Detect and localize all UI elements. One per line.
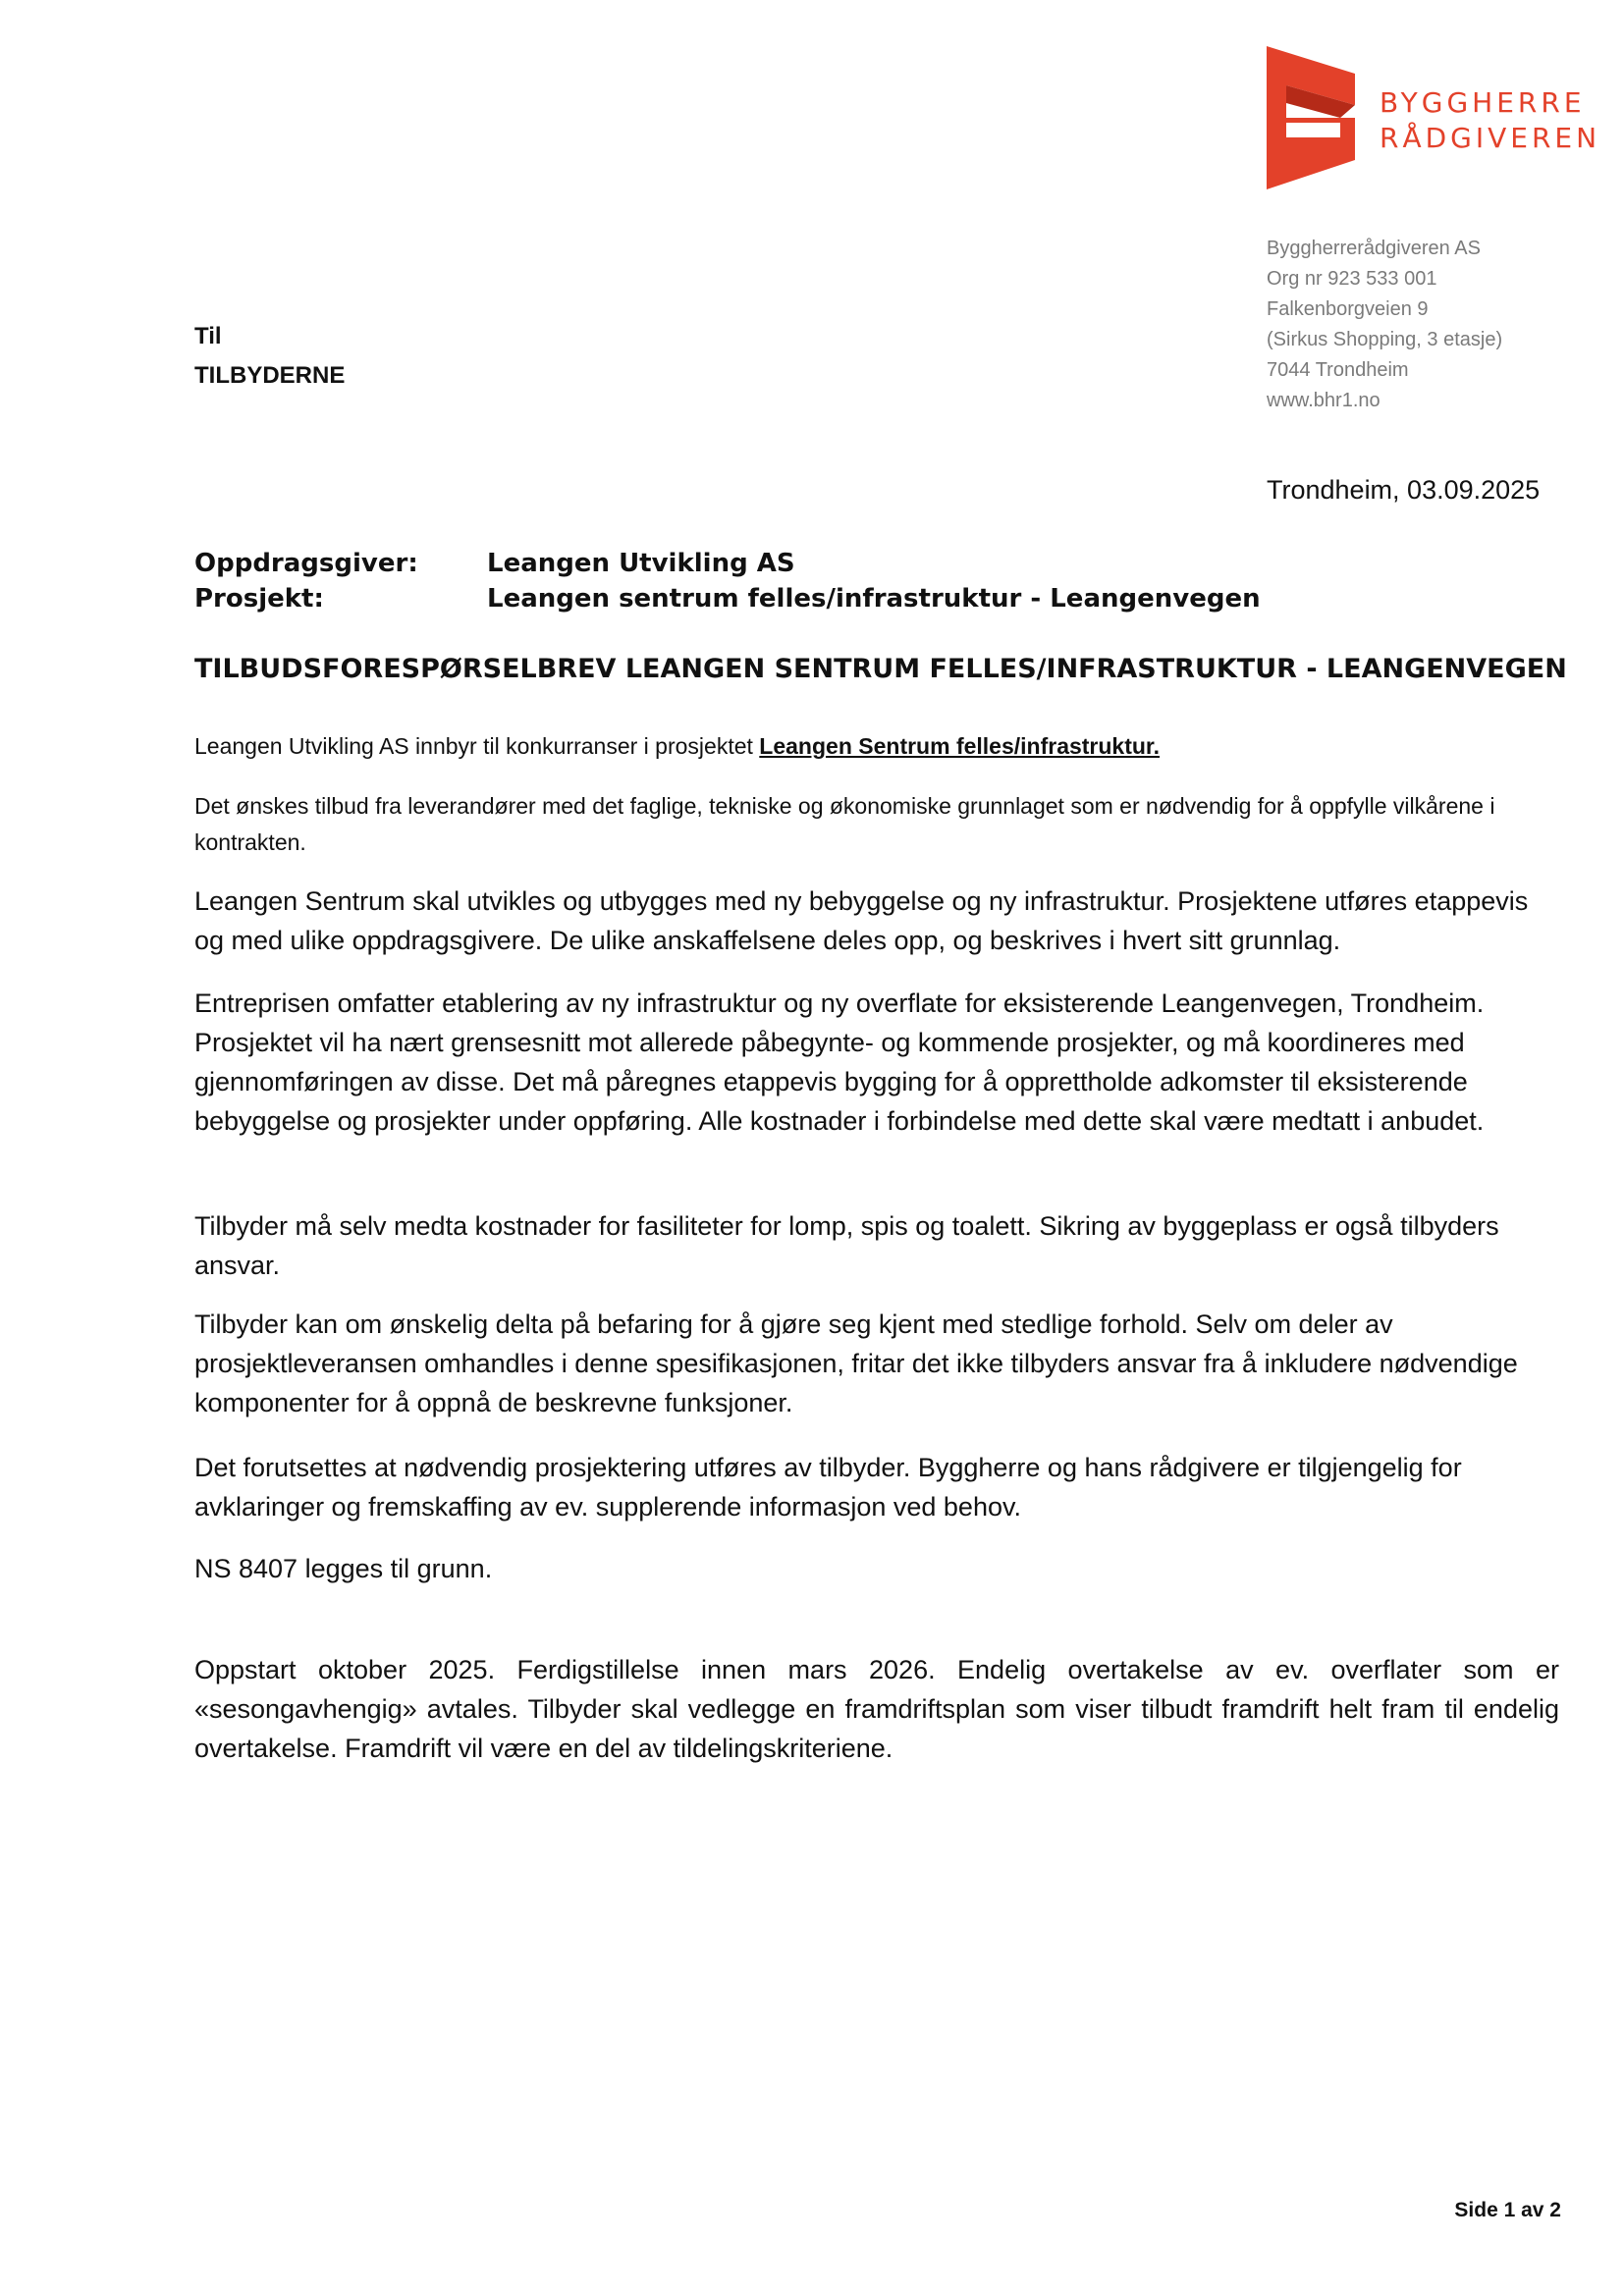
paragraph-schedule: Oppstart oktober 2025. Ferdigstillelse innen mars 2026. Endelig overtakelse av ev. overflater som er «sesongavhengig» avtales. Tilbyder skal vedlegge en framdriftsplan som viser tilbudt framdrift helt fram til endelig overtakelse. Framdrift vil være en del av tildelingskriteriene.: [194, 1655, 1559, 1763]
project-value: Leangen sentrum felles/infrastruktur - Leangenvegen: [487, 584, 1261, 614]
company-website[interactable]: www.bhr1.no: [1267, 390, 1380, 411]
paragraph-offer: Det ønskes tilbud fra leverandører med det faglige, tekniske og økonomiske grunnlaget som er nødvendig for å oppfylle vilkårene i kontrakten.: [194, 793, 1495, 855]
paragraph-standard: NS 8407 legges til grunn.: [194, 1554, 493, 1583]
company-logo: [1262, 44, 1601, 191]
project-label: Prosjekt:: [194, 584, 324, 614]
recipient-to: Til: [194, 323, 222, 349]
company-street: Falkenborgveien 9: [1267, 298, 1429, 320]
letter-heading: TILBUDSFORESPØRSELBREV LEANGEN SENTRUM FELLES/INFRASTRUKTUR - LEANGENVEGEN: [194, 654, 1567, 684]
paragraph-intro: [194, 728, 1559, 765]
logo-text-line1: BYGGHERRE: [1380, 86, 1586, 119]
logo-text-line2: RÅDGIVEREN: [1380, 122, 1601, 154]
letter-date: Trondheim, 03.09.2025: [1267, 475, 1541, 505]
paragraph-inspection: Tilbyder kan om ønskelig delta på befaring for å gjøre seg kjent med stedlige forhold. Selv om deler av prosjektleveransen omhandles i denne spesifikasjonen, fritar det ikke tilbyders ansvar fra å inkludere nødvendige komponenter for å oppnå de beskrevne funksjoner.: [194, 1309, 1518, 1417]
recipient-block: [194, 317, 345, 396]
company-building: (Sirkus Shopping, 3 etasje): [1267, 329, 1503, 350]
page-number: Side 1 av 2: [1454, 2199, 1561, 2221]
paragraph-development: Leangen Sentrum skal utvikles og utbygges med ny bebyggelse og ny infrastruktur. Prosjektene utføres etappevis og med ulike oppdragsgivere. De ulike anskaffelsene deles opp, og beskrives i hvert sitt grunnlag.: [194, 886, 1529, 955]
paragraph-design: Det forutsettes at nødvendig prosjektering utføres av tilbyder. Byggherre og hans rådgivere er tilgjengelig for avklaringer og fremskaffing av ev. supplerende informasjon ved behov.: [194, 1453, 1462, 1522]
company-name: Byggherrerådgiveren AS: [1267, 238, 1481, 259]
logo-mark-icon: [1262, 44, 1370, 191]
paragraph-facilities: Tilbyder må selv medta kostnader for fasiliteter for lomp, spis og toalett. Sikring av byggeplass er også tilbyders ansvar.: [194, 1211, 1499, 1280]
recipient-name: TILBYDERNE: [194, 362, 346, 389]
intro-text: Leangen Utvikling AS innbyr til konkurranser i prosjektet: [194, 733, 760, 759]
client-label: Oppdragsgiver:: [194, 549, 418, 578]
company-org-number: Org nr 923 533 001: [1267, 268, 1437, 290]
company-contact-block: [1267, 234, 1502, 416]
client-value: Leangen Utvikling AS: [487, 549, 795, 578]
paragraph-scope: Entreprisen omfatter etablering av ny infrastruktur og ny overflate for eksisterende Leangenvegen, Trondheim. Prosjektet vil ha nært grensesnitt mot allerede påbegynte- og kommende prosjekter, og må koordineres med gjennomføringen av disse. Det må påregnes etappevis bygging for å opprettholde adkomster til eksisterende bebyggelse og prosjekter under oppføring. Alle kostnader i forbindelse med dette skal være medtatt i anbudet.: [194, 988, 1485, 1136]
company-city: 7044 Trondheim: [1267, 359, 1409, 381]
project-meta: [194, 546, 1261, 616]
project-link[interactable]: Leangen Sentrum felles/infrastruktur.: [759, 733, 1161, 759]
